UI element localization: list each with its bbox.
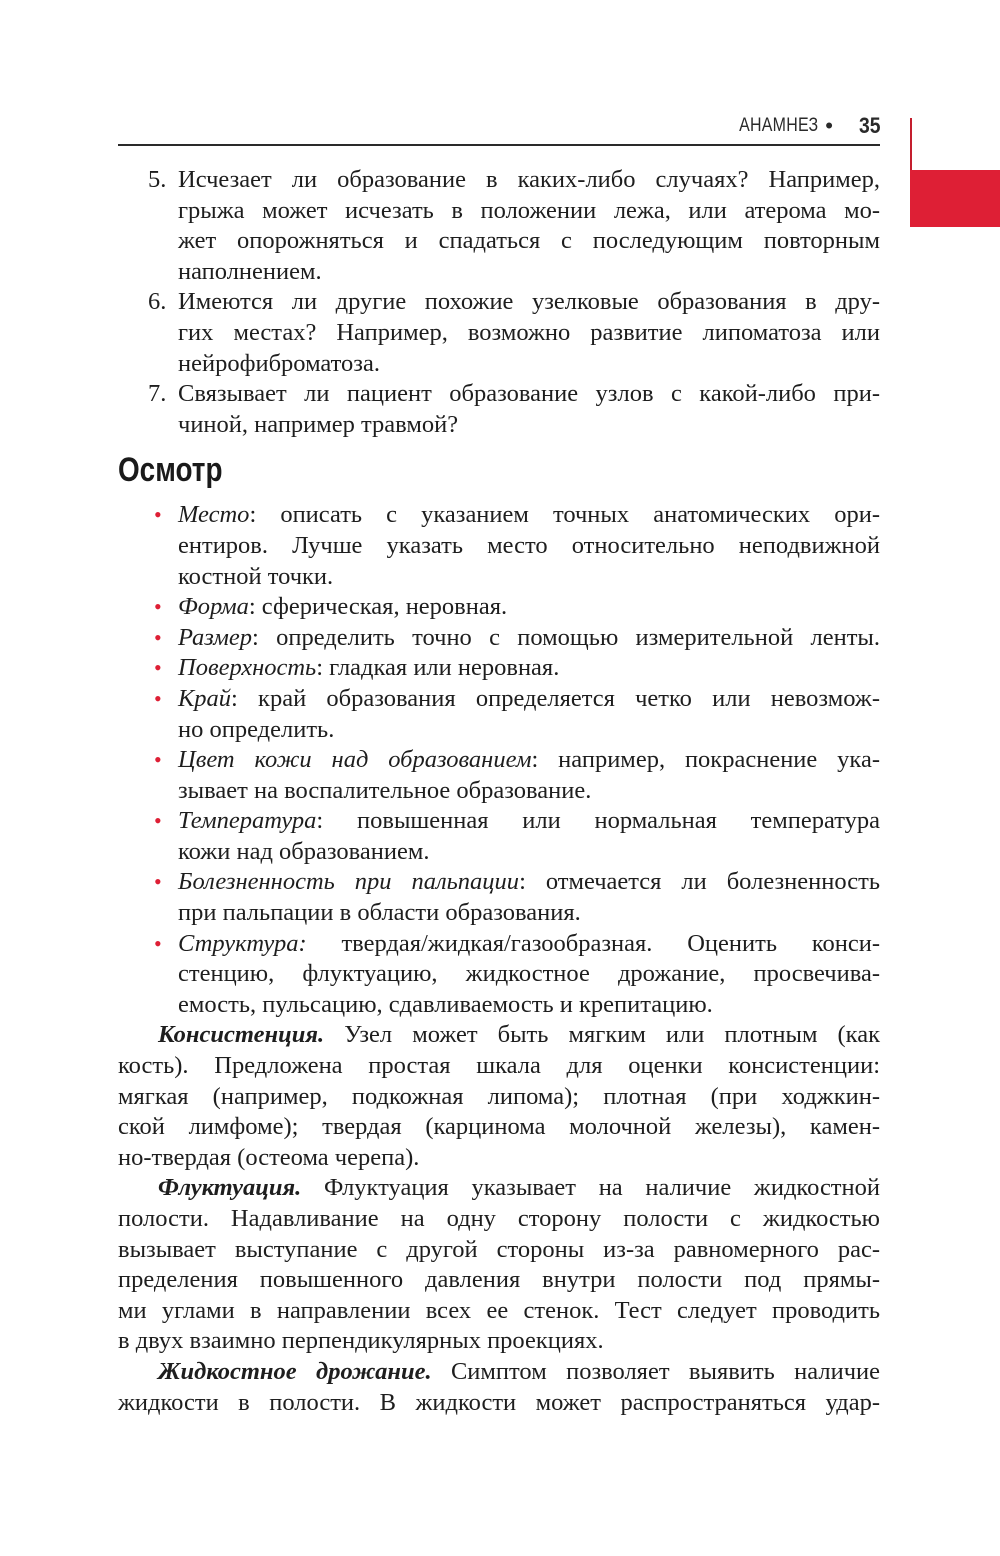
- text-line: емость, пульсацию, сдавливаемость и крепитацию.: [178, 990, 713, 1018]
- text-line: нейрофиброматоза.: [178, 349, 380, 377]
- bullet-icon: •: [154, 502, 162, 528]
- bullet-icon: •: [154, 808, 162, 834]
- bullet-term: Температура: [178, 807, 317, 835]
- paragraph: [118, 1020, 880, 1173]
- list-number: 7.: [148, 380, 167, 408]
- text-line: Имеются ли другие похожие узелковые образования в дру-: [178, 288, 880, 316]
- section-title: Осмотр: [118, 451, 223, 490]
- bullet-item: [118, 684, 880, 745]
- paragraph: [118, 1173, 880, 1357]
- text-line: Связывает ли пациент образование узлов с какой-либо при-: [178, 380, 880, 408]
- text-line: в двух взаимно перпендикулярных проекциях.: [118, 1327, 604, 1355]
- bullet-item: [118, 806, 880, 867]
- text-line: : повышенная или нормальная температура: [316, 807, 880, 835]
- text-line: ской лимфоме); твердая (карцинома молочной железы), камен-: [118, 1113, 880, 1141]
- text-line: грыжа может исчезать в положении лежа, или атерома мо-: [178, 196, 880, 224]
- text-line: ентиров. Лучше указать место относительно неподвижной: [178, 531, 880, 559]
- text-line: мягкая (например, подкожная липома); плотная (при ходжкин-: [118, 1082, 880, 1110]
- header-rule: [118, 144, 880, 146]
- text-line: кость). Предложена простая шкала для оценки консистенции:: [118, 1052, 880, 1080]
- text-line: костной точки.: [178, 562, 334, 590]
- bullet-term: Размер: [178, 623, 252, 651]
- text-line: Симптом позволяет выявить наличие: [431, 1357, 881, 1385]
- text-line: Исчезает ли образование в каких-либо случаях? Например,: [178, 166, 880, 193]
- list-item: [118, 379, 880, 440]
- paragraph-term: Жидкостное дрожание.: [158, 1357, 432, 1385]
- text-line: : край образования определяется четко или невозмож-: [231, 684, 880, 712]
- text-line: : определить точно с помощью измерительной ленты.: [252, 623, 880, 651]
- bullet-item: [118, 745, 880, 806]
- text-line: : гладкая или неровная.: [316, 654, 560, 682]
- text-line: : сферическая, неровная.: [248, 593, 508, 621]
- running-header: [118, 112, 880, 142]
- paragraph-term: Консистенция.: [158, 1021, 325, 1049]
- paragraph-term: Флуктуация.: [158, 1174, 302, 1202]
- text-line: гих местах? Например, возможно развитие липоматоза или: [178, 318, 880, 346]
- bullet-item: [118, 653, 880, 684]
- chapter-thumb-tab: [910, 170, 1000, 227]
- text-line: : описать с указанием точных анатомических ори-: [249, 501, 880, 529]
- text-line: пределения повышенного давления внутри полости под прямы-: [118, 1266, 880, 1294]
- paragraph: [118, 1357, 880, 1418]
- list-item: [118, 165, 880, 287]
- text-line: твердая/жидкая/газообразная. Оценить конси-: [306, 929, 880, 957]
- bullet-icon: •: [154, 930, 162, 956]
- bullet-term: Край: [178, 684, 232, 712]
- bullet-term: Структура:: [178, 929, 307, 957]
- page-body: [118, 165, 880, 1418]
- text-line: зывает на воспалительное образование.: [178, 776, 592, 804]
- bullet-icon: •: [154, 594, 162, 620]
- text-line: кожи над образованием.: [178, 837, 430, 865]
- bullet-item: [118, 867, 880, 928]
- bullet-item: [118, 623, 880, 654]
- header-separator: •: [825, 113, 833, 138]
- text-line: но-твердая (остеома черепа).: [118, 1143, 420, 1171]
- text-line: при пальпации в области образования.: [178, 899, 581, 927]
- bullet-term: Форма: [178, 593, 249, 621]
- text-line: стенцию, флуктуацию, жидкостное дрожание, просвечива-: [178, 960, 880, 988]
- text-line: вызывает выступание с другой стороны из-за равномерного рас-: [118, 1235, 880, 1263]
- text-line: ми углами в направлении всех ее стенок. Тест следует проводить: [118, 1296, 880, 1324]
- bullet-icon: •: [154, 655, 162, 681]
- bullet-term: Цвет кожи над образованием: [178, 746, 532, 774]
- bullet-item: [118, 500, 880, 592]
- bullet-icon: •: [154, 685, 162, 711]
- bullet-icon: •: [154, 869, 162, 895]
- bullet-term: Место: [178, 501, 250, 529]
- text-line: чиной, например травмой?: [178, 410, 459, 438]
- list-number: 6.: [148, 288, 167, 316]
- text-line: наполнением.: [178, 257, 322, 285]
- bullet-icon: •: [154, 747, 162, 773]
- text-line: полости. Надавливание на одну сторону полости с жидкостью: [118, 1205, 880, 1232]
- text-line: жет опорожняться и спадаться с последующим повторным: [178, 227, 880, 255]
- text-line: но определить.: [178, 715, 335, 743]
- chapter-tab-line: [910, 118, 912, 170]
- text-line: : например, покраснение ука-: [531, 746, 880, 774]
- list-number: 5.: [148, 166, 167, 193]
- running-title: АНАМНЕЗ: [738, 115, 818, 136]
- bullet-term: Поверхность: [178, 654, 317, 682]
- bullet-item: [118, 592, 880, 623]
- list-item: [118, 287, 880, 379]
- bullet-icon: •: [154, 624, 162, 650]
- text-line: : отмечается ли болезненность: [519, 868, 880, 896]
- text-line: Узел может быть мягким или плотным (как: [324, 1021, 880, 1049]
- page-number: 35: [858, 113, 880, 138]
- bullet-term: Болезненность при пальпации: [178, 868, 520, 896]
- bullet-item: [118, 929, 880, 1021]
- text-line: жидкости в полости. В жидкости может распространяться удар-: [118, 1388, 880, 1416]
- text-line: Флуктуация указывает на наличие жидкостной: [301, 1174, 880, 1202]
